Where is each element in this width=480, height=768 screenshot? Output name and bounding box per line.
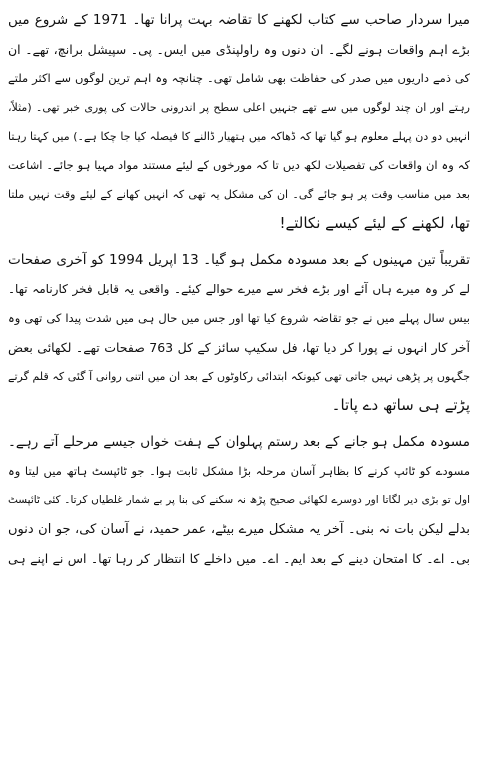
text-line: بیس سال پہلے میں نے جو تقاضہ شروع کیا تھا اور جس میں حال ہی میں شدت پیدا کی تھی وہ <box>8 311 470 325</box>
text-line: میرا سردار صاحب سے کتاب لکھنے کا تقاضہ بہت پرانا تھا۔ 1971 کے شروع میں <box>8 12 470 28</box>
text-line: بدلے لیکن بات نہ بنی۔ آخر یہ مشکل میرے بیٹے، عمر حمید، نے آسان کی، جو ان دنوں <box>8 522 470 537</box>
document-page <box>8 6 470 762</box>
text-line: مسودے کو ٹائپ کرنے کا بظاہر آسان مرحلہ بڑا مشکل ثابت ہوا۔ جو ٹائپسٹ ہاتھ میں لیتا وہ <box>8 464 470 478</box>
text-line: بی۔ اے۔ کا امتحان دینے کے بعد ایم۔ اے۔ میں داخلے کا انتظار کر رہا تھا۔ اس نے اپنے ہی <box>8 551 470 566</box>
text-line: جگہوں پر پڑھی نہیں جاتی تھی کیونکہ ابتدائی رکاوٹوں کے بعد ان میں اتنی روانی آ گئی کہ قلم گرتے <box>8 370 470 383</box>
text-line: مسودہ مکمل ہو جانے کے بعد رستم پہلوان کے ہفت خواں جیسے مرحلے آتے رہے۔ <box>8 434 470 450</box>
paragraph-3 <box>8 428 470 573</box>
paragraph-2 <box>8 246 470 420</box>
text-line: کہ وہ ان واقعات کی تفصیلات لکھ دیں تا کہ مورخوں کے لیئے مستند مواد مہیا ہو جائے۔ اشاعت <box>8 158 470 172</box>
paragraph-1 <box>8 6 470 238</box>
text-line: بعد میں مناسب وقت پر ہو جائے گی۔ ان کی مشکل یہ تھی کہ انہیں کھانے کے لیئے وقت نہیں ملتا <box>8 188 470 201</box>
text-line: پڑتے ہی ساتھ دے پاتا۔ <box>331 396 470 414</box>
text-line: اول تو بڑی دیر لگاتا اور دوسرے لکھائی صحیح پڑھ نہ سکنے کی بنا پر بے شمار غلطیاں کرتا۔ کئی ٹائپسٹ <box>8 494 470 506</box>
paragraph-gap <box>8 420 470 428</box>
text-line: آخر کار انہوں نے پورا کر دیا تھا، فل سکیپ سائز کے کل 763 صفحات تھے۔ لکھائی بعض <box>8 340 470 355</box>
paragraph-gap <box>8 238 470 246</box>
text-line: رہتے اور ان چند لوگوں میں سے تھے جنہیں اعلی سطح پر اندرونی حالات کی پوری خبر تھی۔ (مثلاً، <box>8 101 470 114</box>
text-line: تھا، لکھنے کے لیئے کیسے نکالتے! <box>279 214 470 232</box>
text-line: انہیں دو دن پہلے معلوم ہو گیا تھا کہ ڈھاکہ میں ہتھیار ڈالنے کا فیصلہ کیا جا چکا ہے۔) میں کہتا رہتا <box>8 130 470 143</box>
text-line: لے کر وہ میرے ہاں آئے اور بڑے فخر سے میرے حوالے کیئے۔ واقعی یہ قابل فخر کارنامہ تھا۔ <box>8 282 470 296</box>
text-line: تقریباً تین مہینوں کے بعد مسودہ مکمل ہو گیا۔ 13 اپریل 1994 کو آخری صفحات <box>8 252 470 268</box>
text-line: کی ذمے داریوں میں صدر کی حفاظت بھی شامل تھی۔ چنانچہ وہ اہم ترین لوگوں سے اکثر ملتے <box>8 71 470 85</box>
text-line: بڑے اہم واقعات ہونے لگے۔ ان دنوں وہ راولپنڈی میں ایس۔ پی۔ سپیشل برانچ، تھے۔ ان <box>8 42 470 57</box>
